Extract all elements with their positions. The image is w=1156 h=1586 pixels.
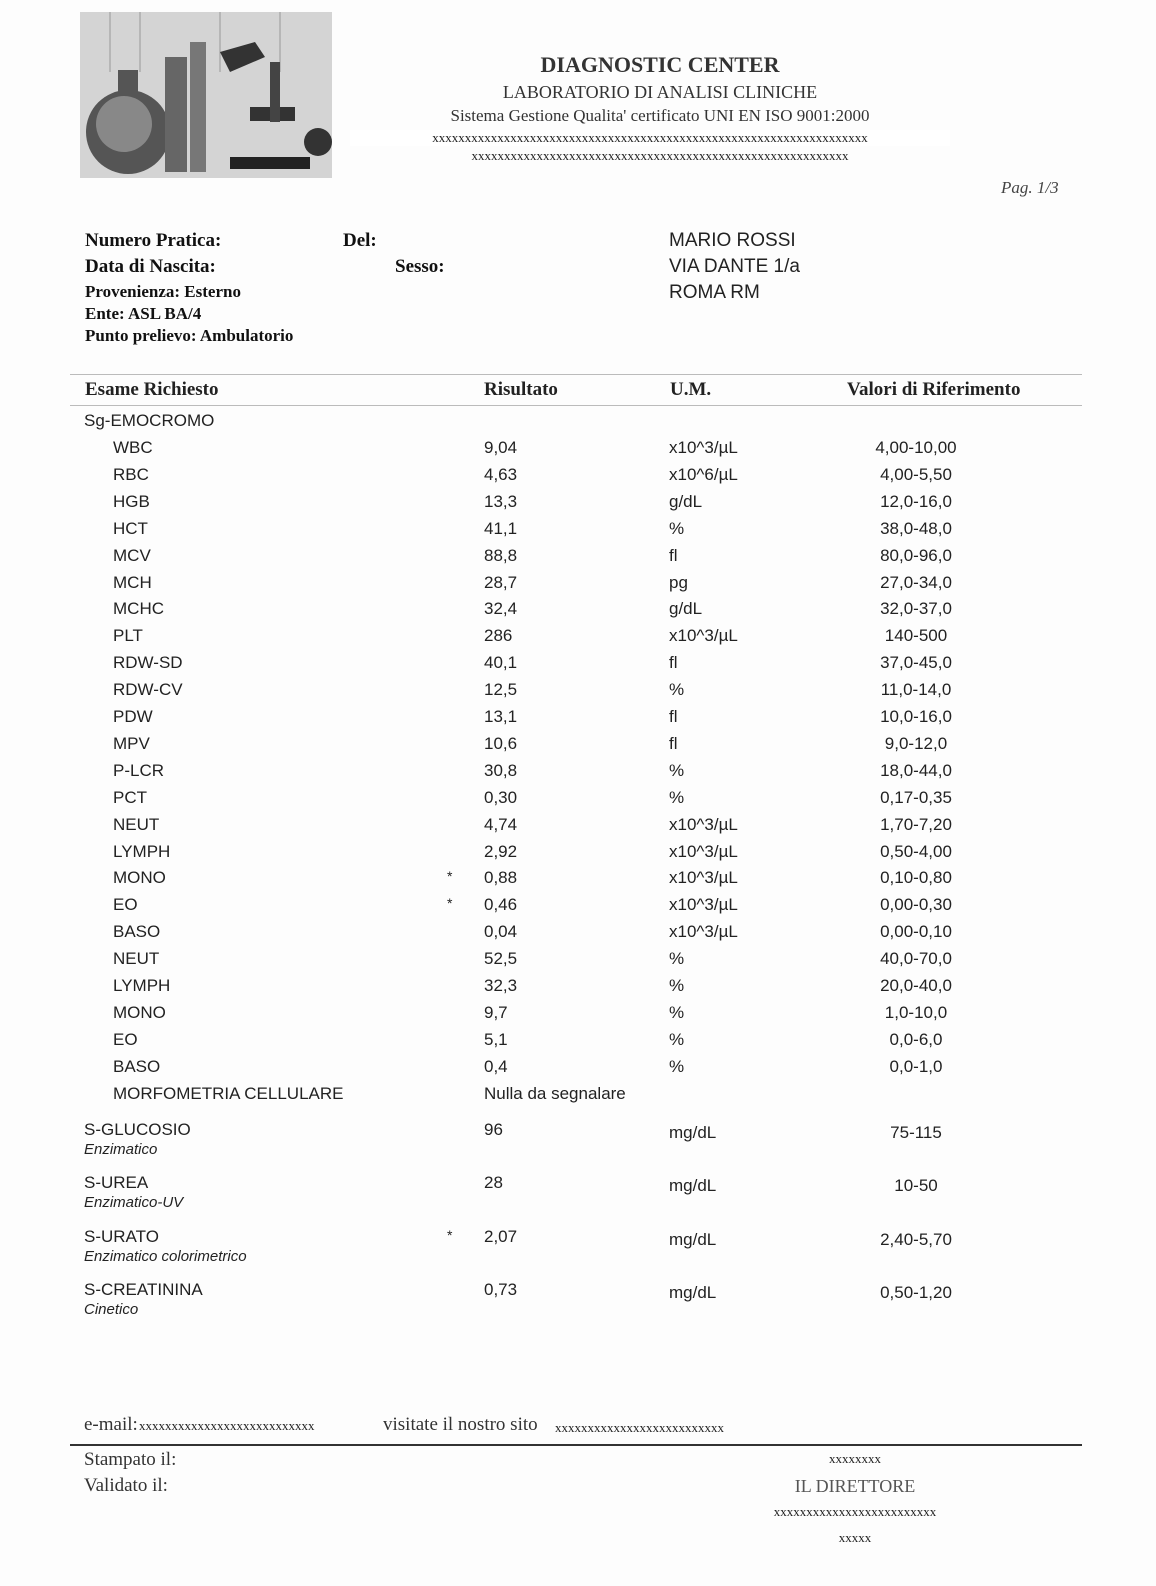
table-row (0, 519, 1156, 545)
table-row (0, 573, 1156, 599)
email-value: xxxxxxxxxxxxxxxxxxxxxxxxxxx (139, 1418, 315, 1433)
test-unit: g/dL (669, 599, 703, 619)
stampato-label: Stampato il: (84, 1449, 177, 1470)
reference-range: 0,17-0,35 (880, 787, 952, 807)
test-result: Nulla da segnalare (484, 1083, 626, 1103)
ente: Ente: ASL BA/4 (85, 304, 202, 323)
test-result: 40,1 (484, 653, 518, 673)
test-result: 2,92 (484, 841, 518, 861)
test-name: PLT (113, 626, 143, 646)
test-name: S-CREATININA (84, 1279, 203, 1299)
reference-range: 80,0-96,0 (880, 545, 952, 565)
test-result: 0,30 (484, 787, 518, 807)
test-result: 32,3 (484, 976, 518, 995)
test-name: S-GLUCOSIO (84, 1120, 191, 1139)
test-method: Enzimatico (84, 1141, 158, 1158)
reference-range: 4,00-10,00 (875, 438, 957, 457)
test-name: MORFOMETRIA CELLULARE (113, 1083, 344, 1103)
table-row (0, 1120, 1156, 1166)
test-name: S-URATO (84, 1226, 159, 1246)
col-esame: Esame Richiesto (85, 379, 219, 400)
test-name: NEUT (113, 949, 160, 969)
test-result: 5,1 (484, 1029, 508, 1049)
test-unit: x10^6/µL (669, 464, 738, 484)
reference-range: 10,0-16,0 (880, 707, 952, 726)
reference-range: 20,0-40,0 (880, 976, 952, 995)
table-row (0, 680, 1156, 706)
test-unit: x10^3/µL (669, 895, 738, 915)
test-result: 96 (484, 1120, 503, 1139)
table-row (0, 734, 1156, 760)
test-unit: mg/dL (669, 1229, 717, 1249)
test-unit: % (669, 760, 685, 780)
footer-divider (70, 1444, 1082, 1446)
test-name: MPV (113, 733, 150, 753)
test-unit: x10^3/µL (669, 814, 738, 834)
table-header (70, 374, 1082, 406)
table-row (0, 949, 1156, 975)
table-row (0, 815, 1156, 841)
test-result: 4,63 (484, 464, 518, 484)
patient-name: MARIO ROSSI (669, 230, 796, 251)
test-unit: x10^3/µL (669, 626, 738, 646)
col-um: U.M. (670, 379, 712, 400)
reference-range: 0,0-1,0 (889, 1056, 943, 1076)
test-unit: % (669, 518, 685, 538)
test-result: 2,07 (484, 1226, 518, 1246)
reference-range: 12,0-16,0 (880, 491, 952, 511)
validato-label: Validato il: (84, 1475, 168, 1496)
table-row (0, 842, 1156, 868)
reference-range: 9,0-12,0 (884, 733, 948, 753)
reference-range: 140-500 (884, 626, 948, 646)
signature-bottom: xxxxx (838, 1530, 872, 1545)
test-unit: x10^3/µL (669, 438, 738, 457)
test-name: NEUT (113, 814, 160, 834)
test-name: MONO (113, 1002, 166, 1022)
reference-range: 0,10-0,80 (880, 868, 952, 888)
sesso-label: Sesso: (395, 256, 445, 277)
table-row (0, 546, 1156, 572)
table-row (0, 1030, 1156, 1056)
table-row (0, 599, 1156, 625)
reference-range: 0,0-6,0 (889, 1029, 943, 1049)
test-result: 286 (484, 626, 513, 646)
table-row (0, 626, 1156, 652)
site-label: visitate il nostro sito (383, 1414, 538, 1435)
center-name: DIAGNOSTIC CENTER (540, 52, 780, 77)
test-name: MCHC (113, 599, 164, 619)
test-name: EO (113, 895, 138, 915)
test-name: EO (113, 1029, 138, 1049)
test-result: 9,7 (484, 1002, 508, 1022)
test-unit: x10^3/µL (669, 868, 738, 888)
test-name: HCT (113, 518, 148, 538)
table-row (0, 465, 1156, 491)
test-method: Cinetico (84, 1300, 139, 1318)
table-row (0, 922, 1156, 948)
test-result: 13,3 (484, 491, 518, 511)
test-unit: % (669, 949, 685, 969)
test-name: MCV (113, 545, 151, 565)
test-unit: mg/dL (669, 1123, 717, 1142)
col-risultato: Risultato (484, 379, 558, 400)
del-label: Del: (343, 230, 377, 251)
test-method: Enzimatico colorimetrico (84, 1247, 247, 1265)
address-line-1: xxxxxxxxxxxxxxxxxxxxxxxxxxxxxxxxxxxxxxxxxxxxxxxxxxxxxxxxxxxxxxxxxxx (350, 130, 950, 146)
test-name: MCH (113, 572, 152, 592)
director-label: IL DIRETTORE (794, 1476, 916, 1496)
reference-range: 1,70-7,20 (880, 814, 952, 834)
address-line-2: xxxxxxxxxxxxxxxxxxxxxxxxxxxxxxxxxxxxxxxxxxxxxxxxxxxxxxxxxx (471, 148, 849, 163)
table-row (0, 1003, 1156, 1029)
reference-range: 10-50 (894, 1176, 938, 1196)
test-result: 13,1 (484, 707, 518, 726)
test-name: PCT (113, 787, 147, 807)
reference-range: 37,0-45,0 (880, 653, 952, 673)
table-row (0, 653, 1156, 679)
test-name: P-LCR (113, 760, 165, 780)
test-unit: mg/dL (669, 1282, 717, 1302)
page-number: Pag. 1/3 (1001, 178, 1059, 197)
reference-range: 4,00-5,50 (880, 464, 952, 484)
reference-range: 0,50-1,20 (880, 1282, 952, 1302)
test-unit: fl (669, 733, 678, 753)
test-result: 9,04 (484, 438, 518, 457)
test-unit: % (669, 680, 685, 700)
table-row (0, 1084, 1156, 1110)
test-result: 10,6 (484, 733, 518, 753)
group-emocromo: Sg-EMOCROMO (84, 411, 215, 430)
test-unit: % (669, 787, 685, 807)
test-result: 4,74 (484, 814, 518, 834)
reference-range: 2,40-5,70 (880, 1229, 952, 1249)
numero-pratica-label: Numero Pratica: (85, 230, 222, 251)
test-name: RBC (113, 464, 149, 484)
provenienza: Provenienza: Esterno (85, 282, 241, 301)
test-unit: mg/dL (669, 1176, 717, 1196)
test-name: S-UREA (84, 1173, 149, 1193)
test-name: WBC (113, 438, 153, 457)
test-unit: % (669, 1002, 685, 1022)
patient-city: ROMA RM (669, 282, 760, 303)
table-row (0, 438, 1156, 464)
signature-top: xxxxxxxx (829, 1451, 881, 1466)
test-unit: pg (669, 572, 688, 592)
test-name: BASO (113, 922, 161, 942)
reference-range: 0,00-0,10 (880, 922, 952, 942)
test-unit: x10^3/µL (669, 841, 738, 861)
table-row (0, 492, 1156, 518)
site-value: xxxxxxxxxxxxxxxxxxxxxxxxxx (555, 1420, 724, 1435)
reference-range: 0,00-0,30 (880, 895, 952, 915)
test-unit: x10^3/µL (669, 922, 738, 942)
reference-range: 32,0-37,0 (880, 599, 952, 619)
table-row (0, 788, 1156, 814)
reference-range: 40,0-70,0 (880, 949, 952, 969)
punto-prelievo: Punto prelievo: Ambulatorio (85, 326, 294, 345)
abnormal-flag: * (447, 895, 453, 912)
test-result: 88,8 (484, 545, 518, 565)
table-row (0, 761, 1156, 787)
test-name: LYMPH (113, 841, 171, 861)
test-unit: g/dL (669, 491, 703, 511)
table-row (0, 1227, 1156, 1273)
lab-name: LABORATORIO DI ANALISI CLINICHE (502, 82, 818, 102)
email-label: e-mail: (84, 1414, 138, 1435)
abnormal-flag: * (447, 1226, 453, 1243)
test-result: 32,4 (484, 599, 518, 619)
patient-address: VIA DANTE 1/a (669, 256, 800, 277)
test-result: 30,8 (484, 760, 518, 780)
test-unit: fl (669, 653, 678, 673)
table-row (0, 976, 1156, 1002)
table-row (0, 1280, 1156, 1326)
test-result: 28 (484, 1173, 503, 1193)
test-result: 0,04 (484, 922, 518, 942)
test-unit: fl (669, 707, 678, 726)
col-riferimento: Valori di Riferimento (847, 379, 1021, 400)
table-row (0, 1173, 1156, 1219)
test-name: LYMPH (113, 976, 171, 995)
table-row (0, 1057, 1156, 1083)
data-nascita-label: Data di Nascita: (85, 256, 216, 277)
test-name: PDW (113, 707, 153, 726)
test-unit: % (669, 1056, 685, 1076)
test-result: 41,1 (484, 518, 518, 538)
test-name: RDW-SD (113, 653, 183, 673)
test-unit: % (669, 976, 685, 995)
reference-range: 75-115 (890, 1123, 942, 1142)
reference-range: 38,0-48,0 (880, 518, 952, 538)
test-name: MONO (113, 868, 166, 888)
test-result: 0,4 (484, 1056, 508, 1076)
test-result: 0,73 (484, 1279, 518, 1299)
reference-range: 0,50-4,00 (880, 841, 952, 861)
abnormal-flag: * (447, 868, 453, 885)
test-method: Enzimatico-UV (84, 1194, 184, 1212)
test-result: 0,88 (484, 868, 518, 888)
lab-logo (80, 12, 332, 178)
test-result: 28,7 (484, 572, 518, 592)
reference-range: 18,0-44,0 (880, 760, 952, 780)
test-name: HGB (113, 491, 150, 511)
table-row (0, 895, 1156, 921)
test-unit: % (669, 1029, 685, 1049)
test-result: 0,46 (484, 895, 518, 915)
test-name: RDW-CV (113, 680, 183, 700)
certification: Sistema Gestione Qualita' certificato UNI EN ISO 9001:2000 (450, 106, 870, 125)
reference-range: 11,0-14,0 (880, 680, 952, 700)
test-result: 12,5 (484, 680, 518, 700)
test-result: 52,5 (484, 949, 518, 969)
director-name: xxxxxxxxxxxxxxxxxxxxxxxxx (773, 1504, 937, 1519)
reference-range: 27,0-34,0 (880, 572, 952, 592)
table-row (0, 707, 1156, 733)
test-unit: fl (669, 545, 678, 565)
test-name: BASO (113, 1056, 161, 1076)
table-row (0, 868, 1156, 894)
reference-range: 1,0-10,0 (884, 1002, 948, 1022)
